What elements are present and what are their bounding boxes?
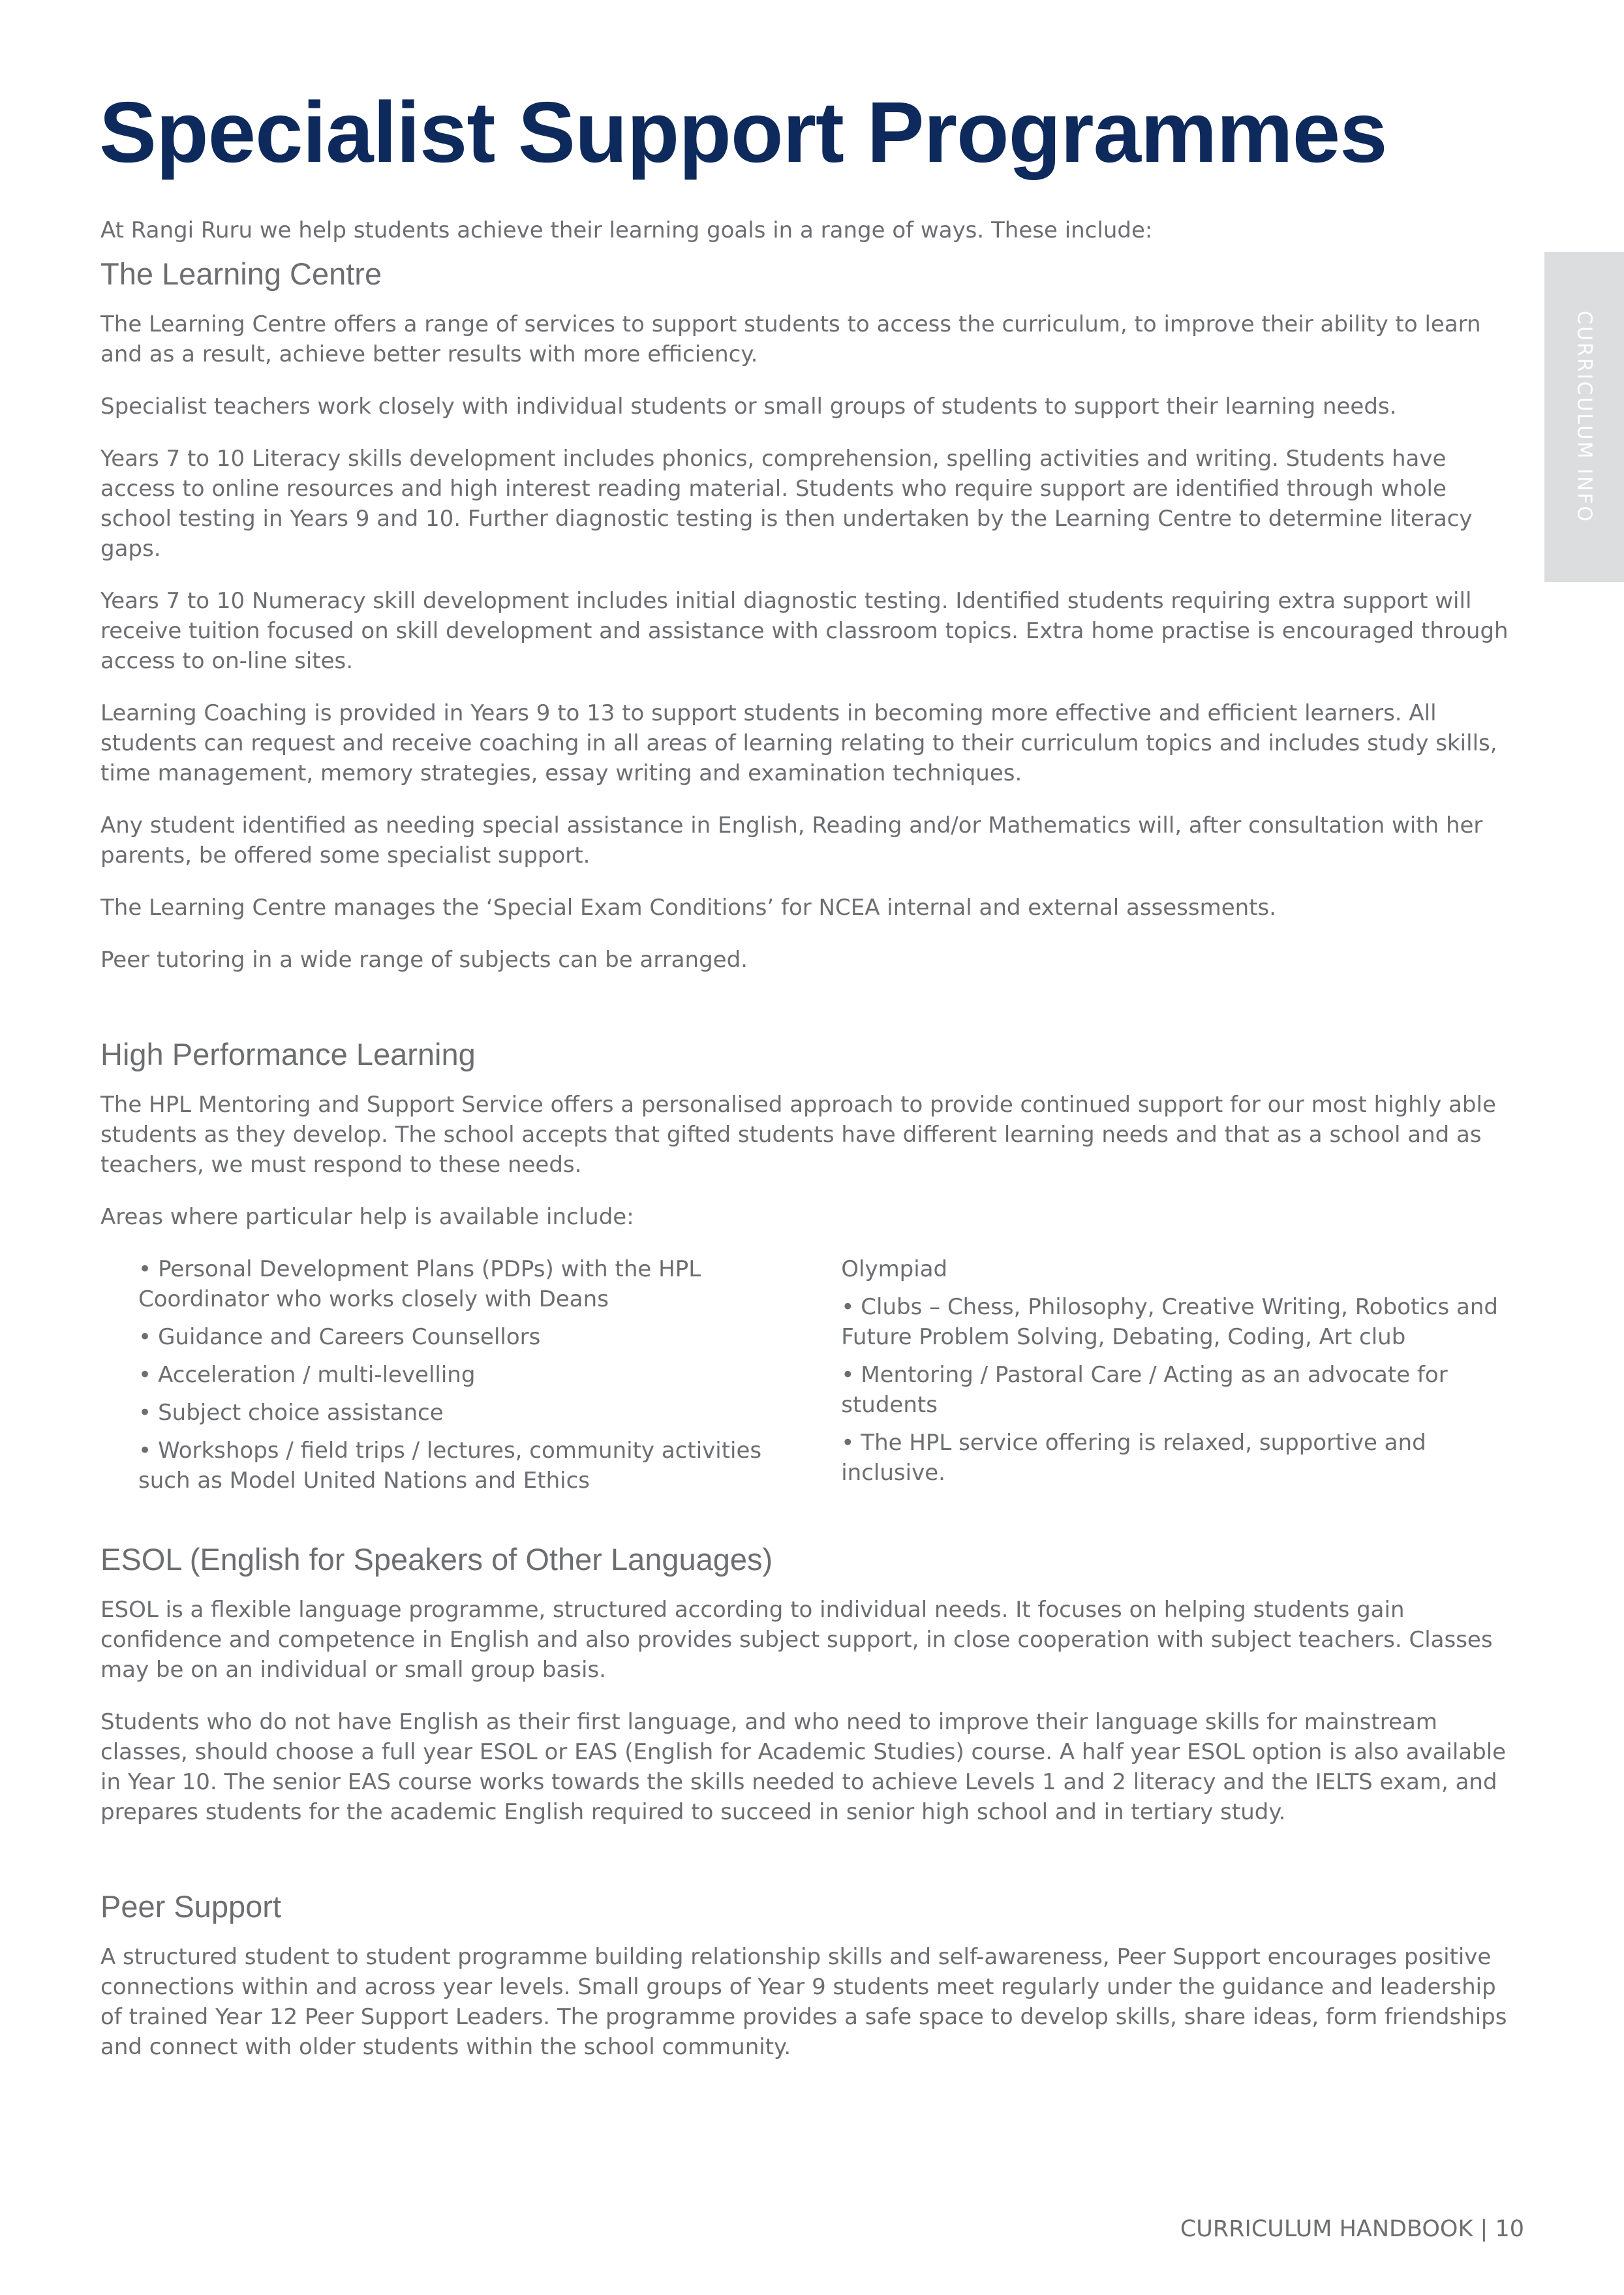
paragraph: Any student identified as needing special assistance in English, Reading and/or Mathematics will, after consultation with her parents, be offered some specialist support.	[100, 812, 1483, 869]
bullet-list	[841, 1254, 1516, 1488]
paragraph: The HPL Mentoring and Support Service offers a personalised approach to provide continued support for our most highly able students as they develop. The school accepts that gifted students have different learning needs and that as a school and as teachers, we must respond to these needs.	[100, 1092, 1496, 1178]
list-item-text: The HPL service offering is relaxed, supportive and inclusive.	[841, 1430, 1426, 1486]
bullet-list	[138, 1254, 801, 1496]
main-content	[100, 215, 1516, 2084]
paragraph: Specialist teachers work closely with individual students or small groups of students to support their learning needs.	[100, 393, 1397, 420]
list-item	[138, 1436, 801, 1496]
side-tab-label: CURRICULUM INFO	[1572, 310, 1596, 524]
section-learning-centre	[100, 254, 1516, 975]
bullet-icon: •	[841, 1430, 855, 1456]
section-heading-peer-support: Peer Support	[100, 1889, 281, 1924]
bullet-icon: •	[138, 1324, 152, 1350]
section-heading-esol: ESOL (English for Speakers of Other Languages)	[100, 1542, 773, 1577]
paragraph: ESOL is a flexible language programme, structured according to individual needs. It focuses on helping students gain confidence and competence in English and also provides subject support, in close cooperation with subject teachers. Classes may be on an individual or small group basis.	[100, 1597, 1493, 1683]
section-peer-support	[100, 1887, 1516, 2062]
list-item	[841, 1292, 1516, 1352]
side-tab	[1544, 252, 1624, 582]
list-item	[138, 1398, 801, 1428]
paragraph: The Learning Centre offers a range of services to support students to access the curriculum, to improve their ability to learn and as a result, achieve better results with more efficiency.	[100, 311, 1481, 367]
list-item-text: Personal Development Plans (PDPs) with the HPL Coordinator who works closely with Deans	[138, 1256, 701, 1312]
list-item-text: Acceleration / multi-levelling	[158, 1362, 476, 1388]
bullet-column-left	[100, 1254, 801, 1503]
bullet-icon: •	[138, 1256, 152, 1282]
list-item-text: Mentoring / Pastoral Care / Acting as an advocate for students	[841, 1362, 1448, 1418]
section-esol	[100, 1540, 1516, 1827]
section-heading-hpl: High Performance Learning	[100, 1037, 476, 1071]
intro-paragraph: At Rangi Ruru we help students achieve their learning goals in a range of ways. These include:	[100, 217, 1153, 243]
page-footer: CURRICULUM HANDBOOK | 10	[1180, 2216, 1524, 2242]
list-item-text: Subject choice assistance	[158, 1400, 444, 1426]
bullet-icon: •	[841, 1362, 855, 1388]
bullet-icon: •	[138, 1438, 152, 1464]
list-item-continuation: Olympiad	[841, 1256, 948, 1282]
bullet-icon: •	[841, 1294, 855, 1320]
list-item	[138, 1254, 801, 1314]
list-item-text: Clubs – Chess, Philosophy, Creative Writing, Robotics and Future Problem Solving, Debating, Coding, Art club	[841, 1294, 1498, 1350]
paragraph: Years 7 to 10 Literacy skills development includes phonics, comprehension, spelling activities and writing. Students have access to online resources and high interest reading material. Students who require support are identified through whole school testing in Years 9 and 10. Further diagnostic testing is then undertaken by the Learning Centre to determine literacy gaps.	[100, 446, 1473, 562]
paragraph: The Learning Centre manages the ‘Special Exam Conditions’ for NCEA internal and external assessments.	[100, 895, 1277, 921]
list-item-text: Workshops / field trips / lectures, community activities such as Model United Nations and Ethics	[138, 1438, 762, 1494]
list-item	[138, 1322, 801, 1352]
paragraph: Learning Coaching is provided in Years 9 to 13 to support students in becoming more effective and efficient learners. All students can request and receive coaching in all areas of learning relating to their curriculum topics and includes study skills, time management, memory strategies, essay writing and examination techniques.	[100, 700, 1497, 786]
list-item-text: Guidance and Careers Counsellors	[158, 1324, 541, 1350]
paragraph: Years 7 to 10 Numeracy skill development includes initial diagnostic testing. Identified students requiring extra support will receive tuition focused on skill development and assistance with classroom topics. Extra home practise is encouraged through access to on-line sites.	[100, 588, 1509, 674]
paragraph: A structured student to student programme building relationship skills and self-awareness, Peer Support encourages positive connections within and across year levels. Small groups of Year 9 students meet regularly under the guidance and leadership of trained Year 12 Peer Support Leaders. The programme provides a safe space to develop skills, share ideas, form friendships and connect with older students within the school community.	[100, 1944, 1507, 2060]
bullet-icon: •	[138, 1400, 152, 1426]
section-hpl	[100, 1035, 1516, 1503]
list-item	[841, 1428, 1516, 1488]
bullet-column-right	[801, 1254, 1516, 1503]
hpl-bullet-columns	[100, 1254, 1516, 1503]
paragraph: Students who do not have English as their first language, and who need to improve their language skills for mainstream classes, should choose a full year ESOL or EAS (English for Academic Studies) course. A half year ESOL option is also available in Year 10. The senior EAS course works towards the skills needed to achieve Levels 1 and 2 literacy and the IELTS exam, and prepares students for the academic English required to succeed in senior high school and in tertiary study.	[100, 1709, 1507, 1825]
paragraph: Peer tutoring in a wide range of subjects can be arranged.	[100, 947, 748, 973]
section-heading-learning-centre: The Learning Centre	[100, 256, 382, 291]
list-item	[138, 1360, 801, 1390]
bullet-icon: •	[138, 1362, 152, 1388]
page-title: Specialist Support Programmes	[99, 84, 1387, 180]
paragraph: Areas where particular help is available include:	[100, 1204, 634, 1230]
list-item	[841, 1360, 1516, 1420]
